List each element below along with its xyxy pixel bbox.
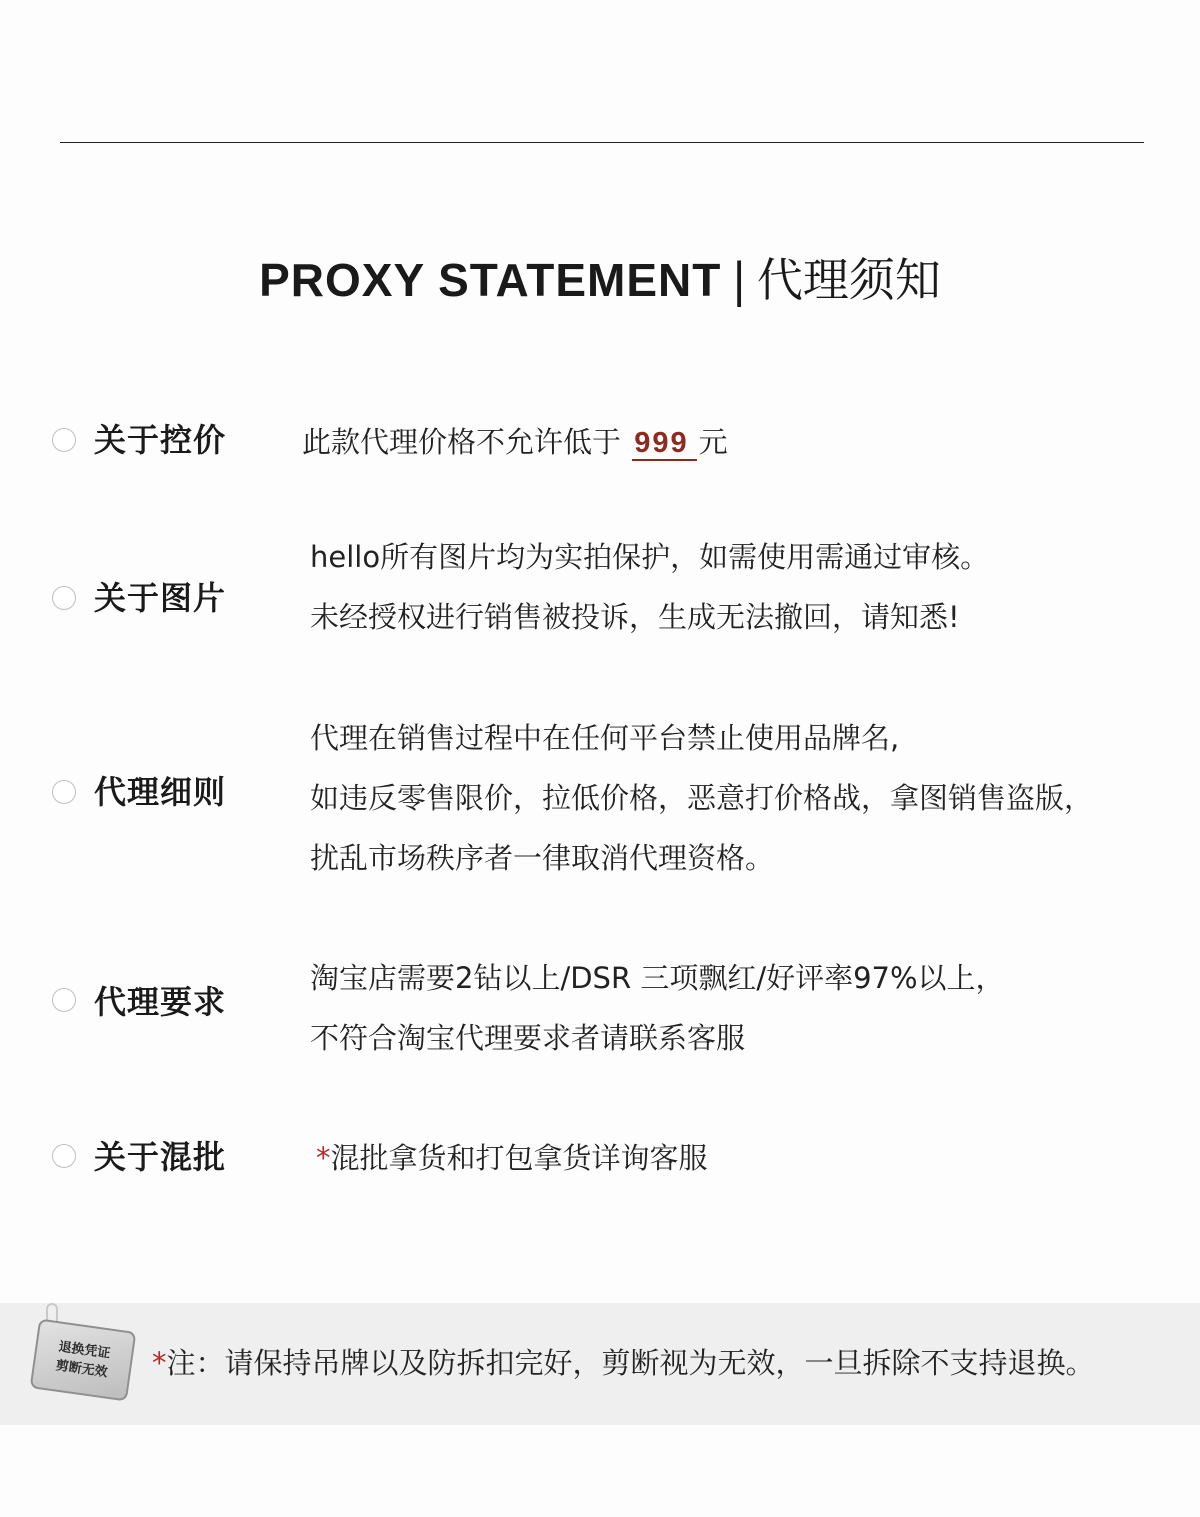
min-price-value: 999	[632, 427, 696, 461]
bullet-circle-icon	[52, 586, 76, 610]
section-line: 如违反零售限价，拉低价格，恶意打价格战，拿图销售盗版，	[310, 781, 1094, 815]
bullet-circle-icon	[52, 780, 76, 804]
note-banner	[0, 1303, 1200, 1425]
title-english: PROXY STATEMENT	[259, 254, 722, 306]
section-label: 代理细则	[94, 773, 227, 811]
section-line	[316, 1128, 708, 1188]
bullet-circle-icon	[52, 988, 76, 1012]
tag-line-1: 退换凭证	[57, 1339, 112, 1362]
price-unit: 元	[698, 425, 728, 459]
section-line: 不符合淘宝代理要求者请联系客服	[310, 1021, 746, 1055]
asterisk-mark: *	[152, 1346, 167, 1380]
section-text	[302, 412, 728, 473]
section-line: 扰乱市场秩序者一律取消代理资格。	[310, 841, 775, 875]
section-label: 关于图片	[94, 579, 227, 617]
section-label: 关于混批	[94, 1138, 227, 1176]
top-divider	[60, 142, 1144, 143]
return-voucher-tag-icon	[30, 1319, 137, 1402]
bullet-circle-icon	[52, 1144, 76, 1168]
section-line: 淘宝店需要2钻以上/DSR 三项飘红/好评率97%以上，	[310, 961, 1005, 995]
title-chinese: 代理须知	[756, 253, 941, 307]
mixed-batch-text: 混批拿货和打包拿货详询客服	[330, 1141, 708, 1175]
title-separator: |	[731, 253, 747, 307]
tag-line-2: 剪断无效	[54, 1358, 109, 1381]
asterisk-mark: *	[316, 1141, 331, 1175]
section-line: hello所有图片均为实拍保护，如需使用需通过审核。	[310, 540, 990, 574]
section-line: 未经授权进行销售被投诉，生成无法撤回，请知悉!	[310, 600, 960, 634]
section-label: 代理要求	[94, 983, 227, 1021]
price-rule-text: 此款代理价格不允许低于	[302, 425, 622, 459]
note-text	[152, 1341, 1095, 1385]
note-body: 注：请保持吊牌以及防拆扣完好，剪断视为无效，一旦拆除不支持退换。	[166, 1346, 1095, 1380]
section-line: 代理在销售过程中在任何平台禁止使用品牌名,	[310, 721, 900, 755]
section-label: 关于控价	[94, 421, 227, 459]
page-title	[0, 248, 1200, 312]
bullet-circle-icon	[52, 428, 76, 452]
